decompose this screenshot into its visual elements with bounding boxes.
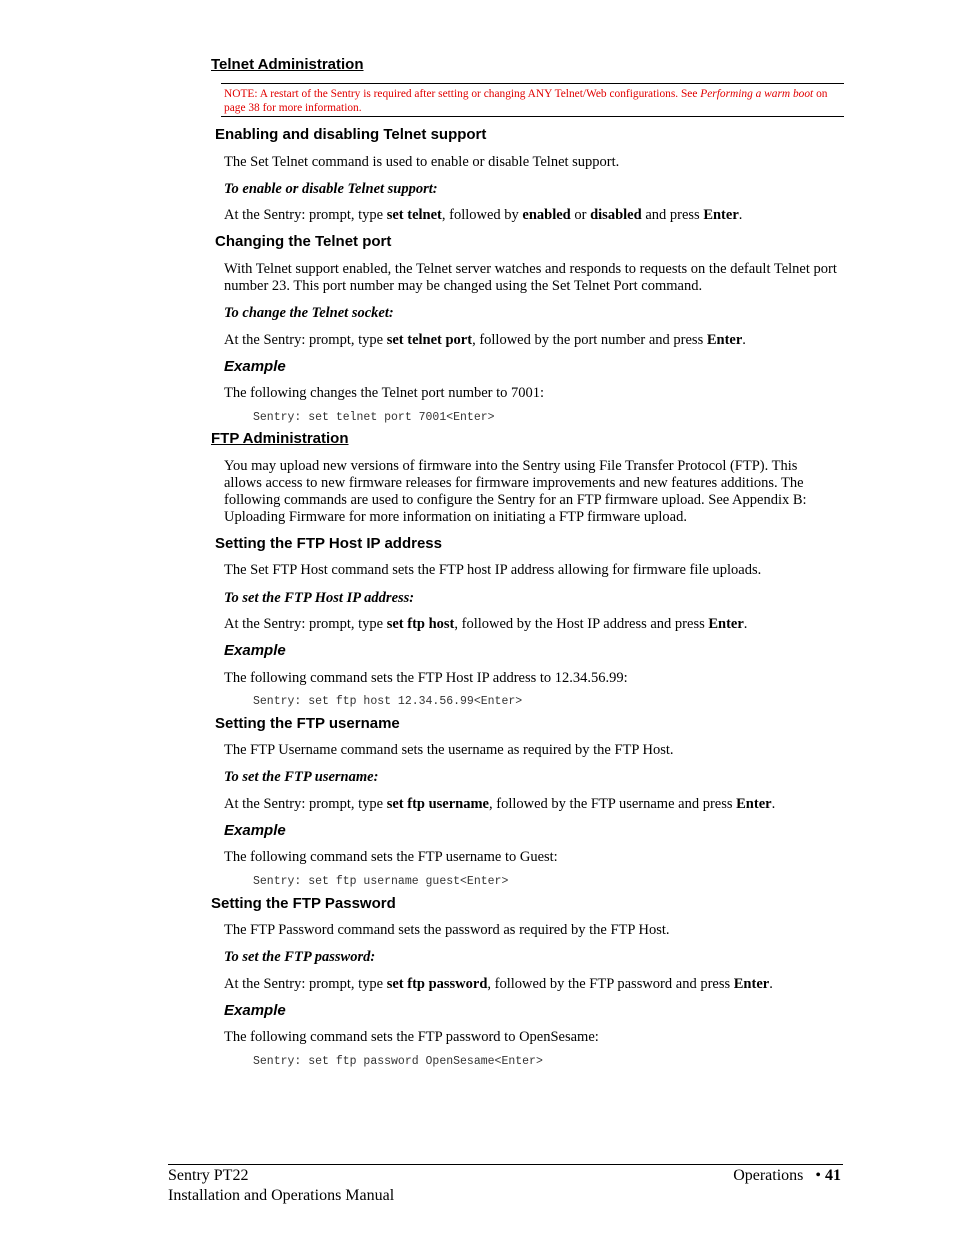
subheading-ftp-password: Setting the FTP Password bbox=[211, 895, 396, 912]
telnet-port-example-code: Sentry: set telnet port 7001<Enter> bbox=[253, 411, 495, 424]
footer-section: Operations bbox=[733, 1167, 804, 1184]
ftp-username-step: At the Sentry: prompt, type set ftp username, followed by the FTP username and press Enter. bbox=[224, 796, 776, 812]
ftp-password-step: At the Sentry: prompt, type set ftp password, followed by the FTP password and press Enter. bbox=[224, 976, 773, 992]
enable-telnet-procedure-title: To enable or disable Telnet support: bbox=[224, 181, 438, 197]
ftp-password-example-description: The following command sets the FTP password to OpenSesame: bbox=[224, 1029, 599, 1045]
ftp-username-example-heading: Example bbox=[224, 822, 286, 839]
ftp-username-example-code: Sentry: set ftp username guest<Enter> bbox=[253, 875, 509, 888]
note-bottom-rule bbox=[221, 116, 844, 117]
telnet-port-procedure-title: To change the Telnet socket: bbox=[224, 305, 394, 321]
section-heading-ftp: FTP Administration bbox=[211, 430, 349, 447]
restart-note bbox=[224, 87, 834, 115]
ftp-username-description: The FTP Username command sets the username as required by the FTP Host. bbox=[224, 742, 674, 758]
ftp-host-example-description: The following command sets the FTP Host IP address to 12.34.56.99: bbox=[224, 670, 628, 686]
footer-page-number: 41 bbox=[825, 1167, 841, 1184]
enable-telnet-description: The Set Telnet command is used to enable or disable Telnet support. bbox=[224, 154, 620, 170]
footer-page-info bbox=[733, 1167, 841, 1185]
telnet-port-example-heading: Example bbox=[224, 358, 286, 375]
ftp-password-example-code: Sentry: set ftp password OpenSesame<Enter> bbox=[253, 1055, 543, 1068]
ftp-password-procedure-title: To set the FTP password: bbox=[224, 949, 376, 965]
ftp-host-step: At the Sentry: prompt, type set ftp host, followed by the Host IP address and press Enter. bbox=[224, 616, 748, 632]
ftp-host-example-code: Sentry: set ftp host 12.34.56.99<Enter> bbox=[253, 695, 523, 708]
section-heading-telnet: Telnet Administration bbox=[211, 56, 364, 73]
footer-manual-title: Installation and Operations Manual bbox=[168, 1187, 395, 1204]
enable-telnet-step: At the Sentry: prompt, type set telnet, followed by enabled or disabled and press Enter. bbox=[224, 207, 743, 223]
ftp-host-description: The Set FTP Host command sets the FTP host IP address allowing for firmware file uploads. bbox=[224, 562, 762, 578]
note-top-rule bbox=[221, 83, 844, 84]
footer-rule bbox=[168, 1164, 843, 1165]
footer-bullet: • bbox=[815, 1167, 821, 1184]
ftp-password-example-heading: Example bbox=[224, 1002, 286, 1019]
telnet-port-example-description: The following changes the Telnet port number to 7001: bbox=[224, 385, 545, 401]
ftp-username-example-description: The following command sets the FTP username to Guest: bbox=[224, 849, 558, 865]
ftp-username-procedure-title: To set the FTP username: bbox=[224, 769, 379, 785]
telnet-port-description: With Telnet support enabled, the Telnet server watches and responds to requests on the default Telnet port number 23. This port number may be changed using the Set Telnet Port command. bbox=[224, 261, 837, 294]
telnet-port-step: At the Sentry: prompt, type set telnet port, followed by the port number and press Enter. bbox=[224, 332, 746, 348]
ftp-host-example-heading: Example bbox=[224, 642, 286, 659]
footer-product-name: Sentry PT22 bbox=[168, 1167, 249, 1184]
ftp-intro: You may upload new versions of firmware into the Sentry using File Transfer Protocol (FTP). This allows access to new firmware releases for firmware improvements and new features additions. The following commands are used to configure the Sentry for an FTP firmware upload. See Appendix B: Uploading Firmware for more information on initiating a FTP firmware upload. bbox=[224, 458, 807, 525]
subheading-ftp-host: Setting the FTP Host IP address bbox=[215, 535, 442, 552]
subheading-telnet-port: Changing the Telnet port bbox=[215, 233, 392, 250]
note-suffix: on page 38 for more information. bbox=[224, 88, 828, 114]
subheading-enable-telnet: Enabling and disabling Telnet support bbox=[215, 126, 487, 143]
ftp-host-procedure-title: To set the FTP Host IP address: bbox=[224, 590, 415, 606]
ftp-password-description: The FTP Password command sets the password as required by the FTP Host. bbox=[224, 922, 670, 938]
note-link-warm-boot[interactable]: Performing a warm boot bbox=[700, 88, 814, 100]
note-text: NOTE: A restart of the Sentry is required after setting or changing ANY Telnet/Web configurations. See bbox=[224, 88, 701, 100]
subheading-ftp-username: Setting the FTP username bbox=[215, 715, 400, 732]
